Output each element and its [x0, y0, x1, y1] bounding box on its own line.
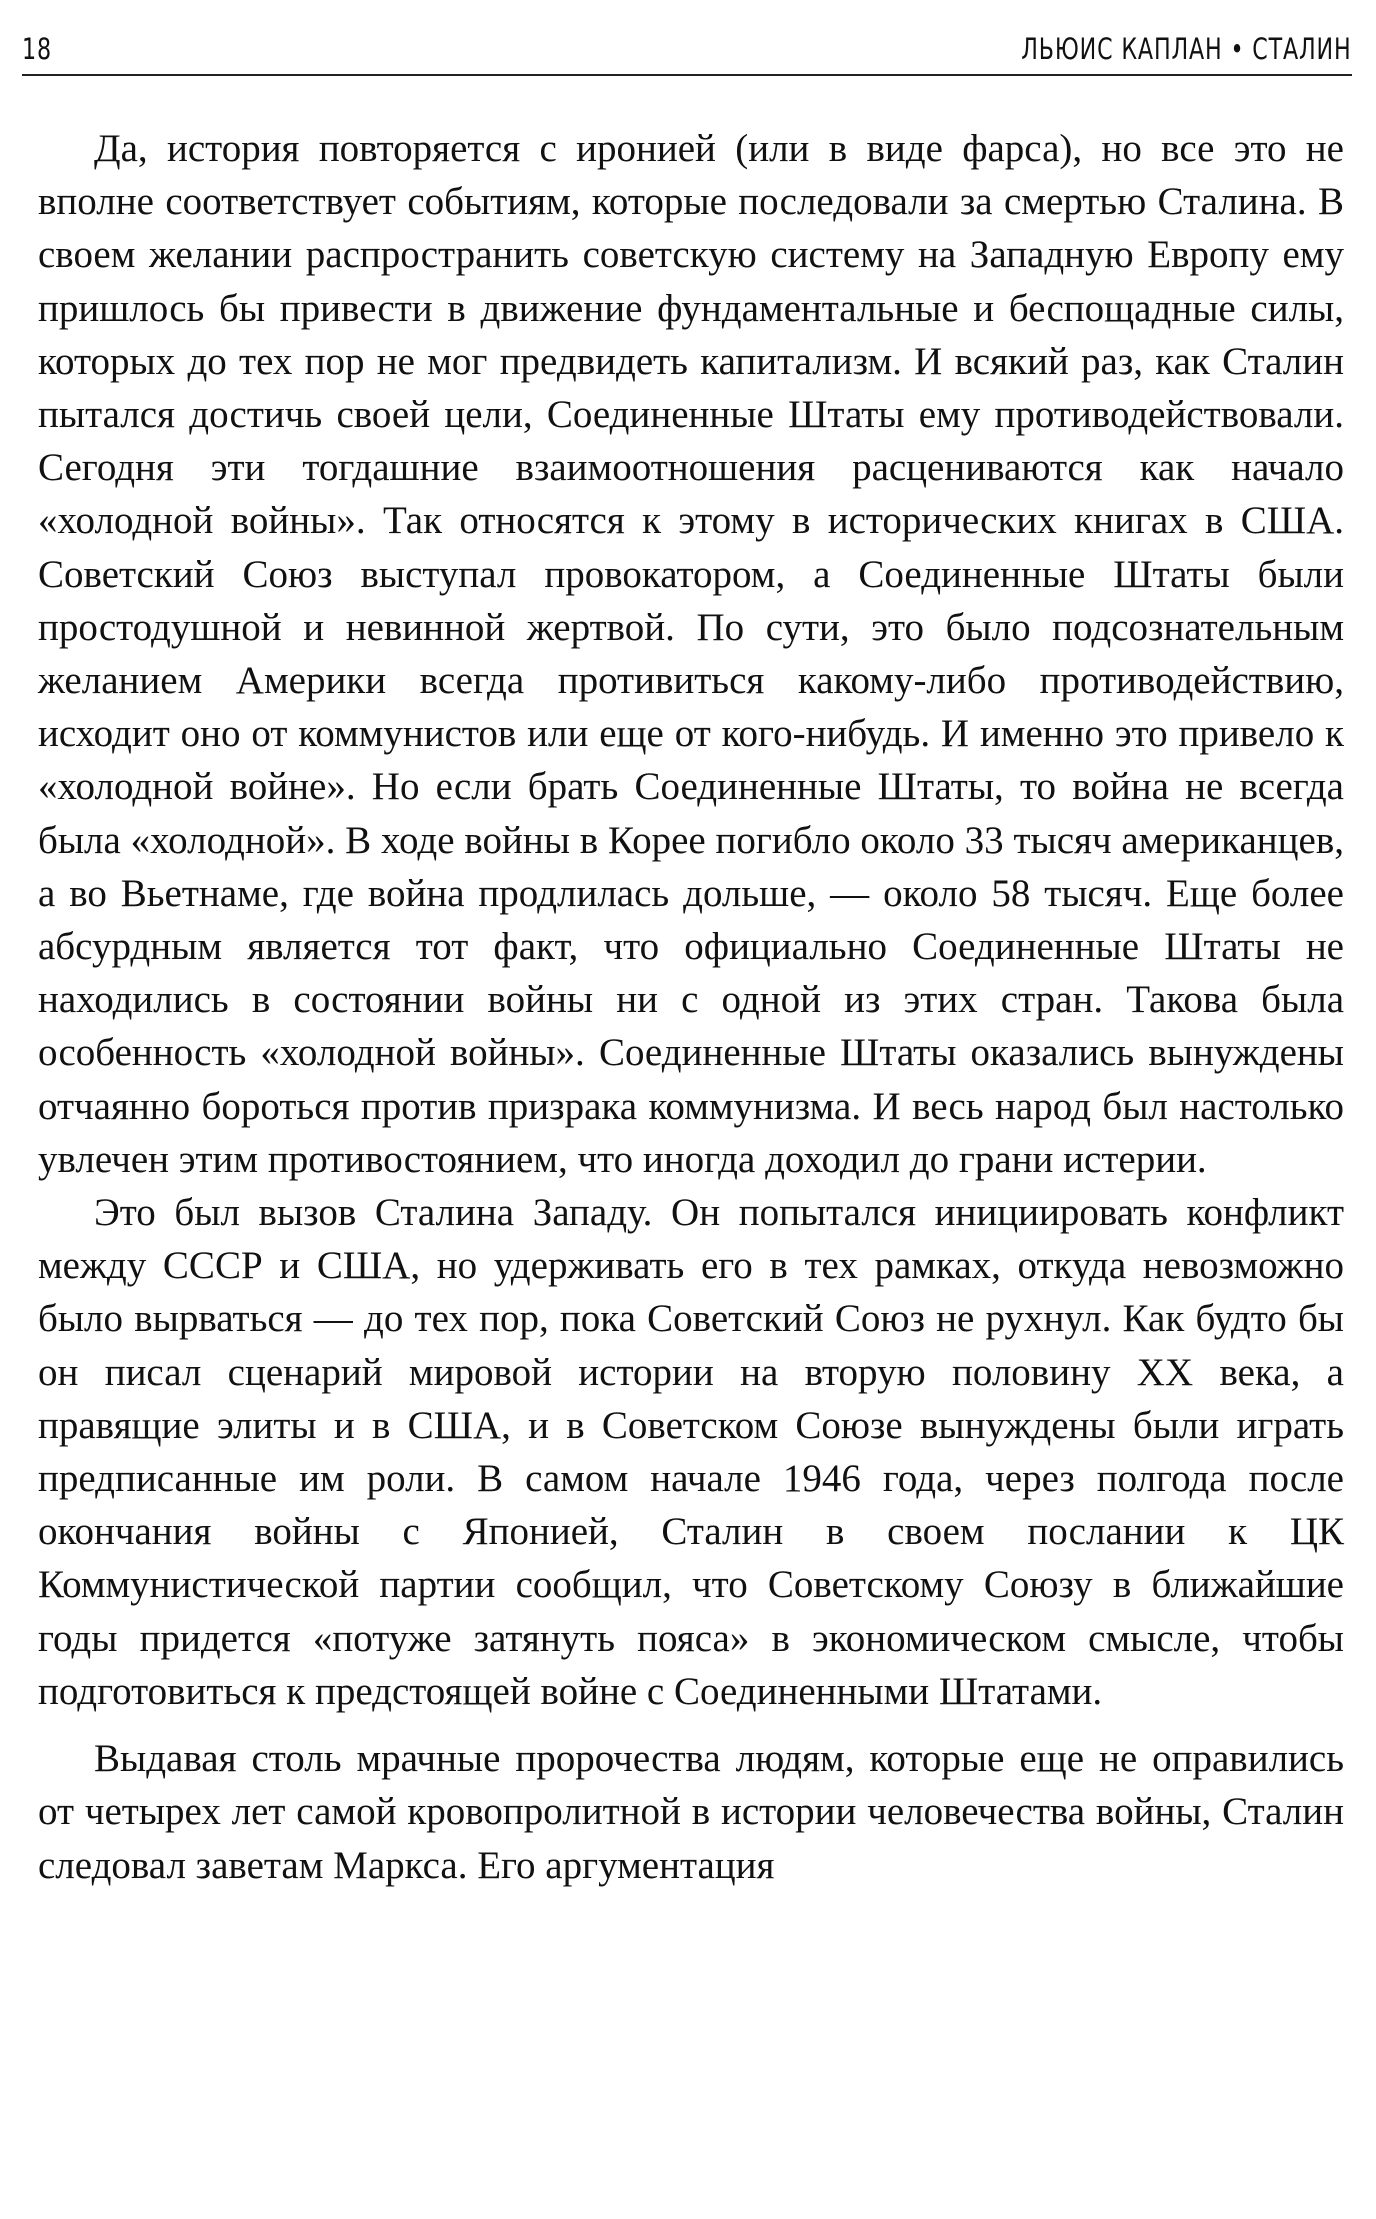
running-header: [22, 30, 1352, 76]
body-text: [38, 122, 1344, 1892]
running-title: ЛЬЮИС КАПЛАН • СТАЛИН: [1021, 32, 1352, 66]
paragraph: Да, история повторяется с иронией (или в виде фарса), но все это не вполне соответствует событиям, которые последовали за смертью Сталина. В своем желании распространить советскую систему на Западную Европу ему пришлось бы привести в движение фундаментальные и беспощадные силы, которых до тех пор не мог предвидеть капитализм. И всякий раз, как Сталин пытался достичь своей цели, Соединенные Штаты ему противодействовали. Сегодня эти тогдашние взаимоотношения расцениваются как начало «холодной войны». Так относятся к этому в исторических книгах в США. Советский Союз выступал провокатором, а Соединенные Штаты были простодушной и невинной жертвой. По сути, это было подсознательным желанием Америки всегда противиться какому-либо противодействию, исходит оно от коммунистов или еще от кого-нибудь. И именно это привело к «холодной войне». Но если брать Соединенные Штаты, то война не всегда была «холодной». В ходе войны в Корее погибло около 33 тысяч американцев, а во Вьетнаме, где война продлилась дольше, — около 58 тысяч. Еще более абсурдным является тот факт, что официально Соединенные Штаты не находились в состоянии войны ни с одной из этих стран. Такова была особенность «холодной войны». Соединенные Штаты оказались вынуждены отчаянно бороться против призрака коммунизма. И весь народ был настолько увлечен этим противостоянием, что иногда доходил до грани истерии.: [38, 127, 1344, 1181]
page-number: 18: [22, 32, 52, 66]
paragraph: Это был вызов Сталина Западу. Он попытался инициировать конфликт между СССР и США, но удерживать его в тех рамках, откуда невозможно было вырваться — до тех пор, пока Советский Союз не рухнул. Как будто бы он писал сценарий мировой истории на вторую половину XX века, а правящие элиты и в США, и в Советском Союзе вынуждены были играть предписанные им роли. В самом начале 1946 года, через полгода после окончания войны с Японией, Сталин в своем послании к ЦК Коммунистической партии сообщил, что Советскому Союзу в ближайшие годы придется «потуже затянуть пояса» в экономическом смысле, чтобы подготовиться к предстоящей войне с Соединенными Штатами.: [38, 1191, 1344, 1713]
paragraph: Выдавая столь мрачные пророчества людям, которые еще не оправились от четырех лет самой кровопролитной в истории человечества войны, Сталин следовал заветам Маркса. Его аргументация: [38, 1737, 1344, 1887]
